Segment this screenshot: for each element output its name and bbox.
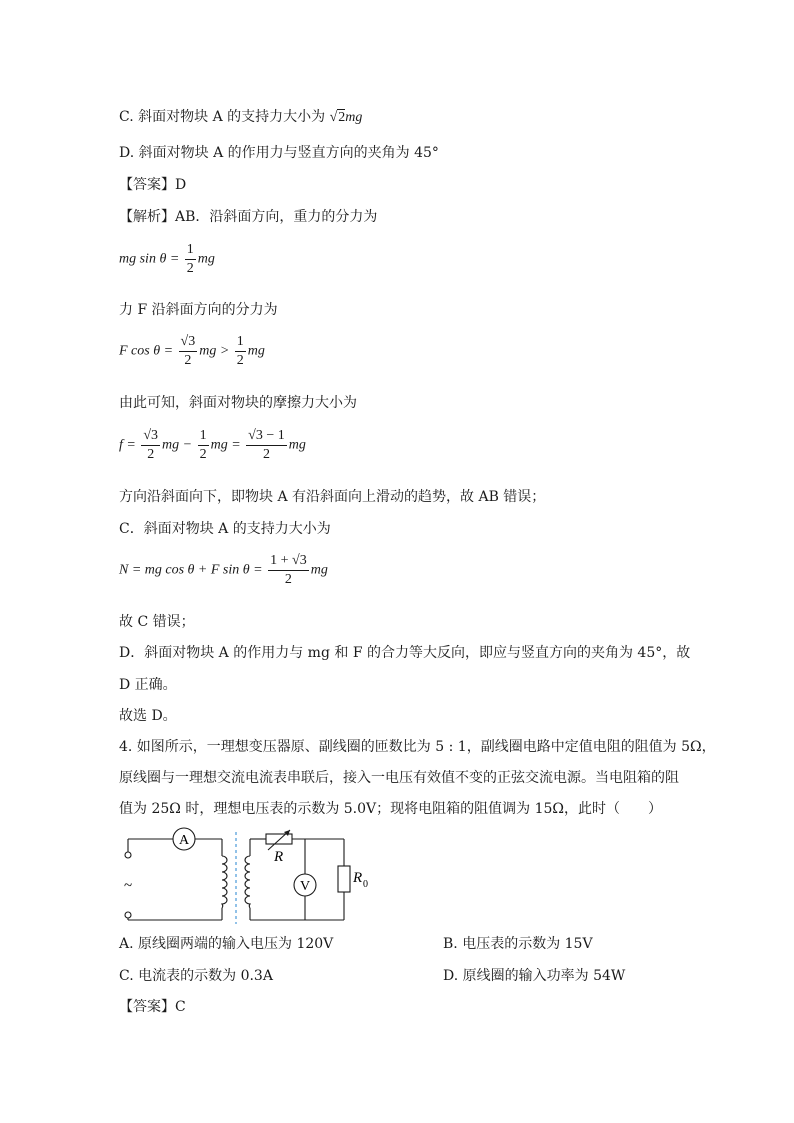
eq1-fraction xyxy=(185,242,196,277)
eq3-fraction-3 xyxy=(246,428,287,463)
terminal-top xyxy=(125,852,131,858)
eq1-rhs: mg xyxy=(197,251,215,267)
ammeter-label: A xyxy=(178,833,190,848)
question-4-line2: 原线圈与一理想交流电流表串联后，接入一电压有效值不变的正弦交流电源。当电阻箱的阻 xyxy=(119,770,679,786)
force-component-text: 力 F 沿斜面方向的分力为 xyxy=(119,302,278,318)
analysis-intro: 【解析】AB．沿斜面方向，重力的分力为 xyxy=(119,209,378,225)
d-explanation-line1: D．斜面对物块 A 的作用力与 mg 和 F 的合力等大反向，即应与竖直方向的夹角为 45°，故 xyxy=(119,645,691,661)
eq1-den: 2 xyxy=(186,261,194,276)
eq2-fraction-2 xyxy=(235,334,246,369)
eq2-rhs: mg xyxy=(247,343,265,359)
resistor-r0 xyxy=(338,866,350,892)
option-c-previous xyxy=(119,107,362,128)
eq3-lhs: f = xyxy=(119,437,140,453)
answer-label-2: 【答案】C xyxy=(119,999,186,1015)
d-explanation-line2: D 正确。 xyxy=(119,677,177,693)
secondary-coil xyxy=(245,856,250,908)
friction-text: 由此可知，斜面对物块的摩擦力大小为 xyxy=(119,395,357,411)
eq4-num: 1 + √3 xyxy=(268,553,309,571)
eq3-frac3-num: √3 − 1 xyxy=(246,428,287,446)
eq3-mid1: mg − xyxy=(162,437,196,453)
equation-2 xyxy=(119,334,265,369)
resistor-label: R xyxy=(353,870,363,886)
eq4-lhs: N = mg cos θ + F sin θ = xyxy=(119,562,267,578)
voltmeter-label: V xyxy=(299,879,311,894)
eq4-fraction xyxy=(268,553,309,588)
answer-label-1: 【答案】D xyxy=(119,177,187,193)
eq3-mid2: mg = xyxy=(210,437,245,453)
equation-1 xyxy=(119,242,215,277)
resistor-subscript: 0 xyxy=(363,879,368,890)
option-d: D. 原线圈的输入功率为 54W xyxy=(443,968,626,984)
eq4-den: 2 xyxy=(284,572,292,587)
c-wrong-text: 故 C 错误； xyxy=(119,614,195,630)
eq2-frac2-num: 1 xyxy=(235,334,246,352)
ac-source-symbol: ~ xyxy=(123,878,133,894)
eq2-fraction-1 xyxy=(179,334,198,369)
eq4-rhs: mg xyxy=(310,562,328,578)
eq3-frac3-den: 2 xyxy=(262,447,270,462)
rheostat-label: R xyxy=(274,849,284,865)
equation-3 xyxy=(119,428,306,463)
direction-text: 方向沿斜面向下，即物块 A 有沿斜面向上滑动的趋势，故 AB 错误； xyxy=(119,489,546,505)
eq3-frac2-num: 1 xyxy=(198,428,209,446)
eq3-frac2-den: 2 xyxy=(199,447,207,462)
eq2-mid: mg > xyxy=(199,343,233,359)
question-4-line1: 4. 如图所示，一理想变压器原、副线圈的匝数比为 5 : 1，副线圈电路中定值电阻的阻值为 5Ω， xyxy=(119,739,716,755)
option-a: A. 原线圈两端的输入电压为 120V xyxy=(119,936,334,952)
transformer-circuit-diagram xyxy=(118,828,368,928)
equation-4 xyxy=(119,553,328,588)
option-c-text: C. 斜面对物块 A 的支持力大小为 xyxy=(119,109,330,125)
option-c-mg: mg xyxy=(345,110,363,125)
eq3-frac1-num: √3 xyxy=(141,428,160,446)
eq3-fraction-1 xyxy=(141,428,160,463)
choose-text: 故选 D。 xyxy=(119,708,177,724)
eq3-rhs: mg xyxy=(288,437,306,453)
eq3-frac1-den: 2 xyxy=(147,447,155,462)
option-c: C. 电流表的示数为 0.3A xyxy=(119,968,273,984)
eq2-lhs: F cos θ = xyxy=(119,343,177,359)
eq1-lhs: mg sin θ = xyxy=(119,251,183,267)
option-b: B. 电压表的示数为 15V xyxy=(443,936,593,952)
eq3-fraction-2 xyxy=(198,428,209,463)
eq2-frac1-den: 2 xyxy=(184,353,192,368)
primary-coil xyxy=(222,856,227,908)
eq2-frac1-num: √3 xyxy=(179,334,198,352)
eq1-num: 1 xyxy=(185,242,196,260)
eq2-frac2-den: 2 xyxy=(236,353,244,368)
option-d-previous: D. 斜面对物块 A 的作用力与竖直方向的夹角为 45° xyxy=(119,145,439,161)
question-4-line3: 值为 25Ω 时，理想电压表的示数为 5.0V；现将电阻箱的阻值调为 15Ω，此时（ ） xyxy=(119,801,663,817)
support-force-text: C．斜面对物块 A 的支持力大小为 xyxy=(119,521,331,537)
sqrt2-expression: √2mg xyxy=(329,110,363,125)
terminal-bottom xyxy=(125,912,131,918)
